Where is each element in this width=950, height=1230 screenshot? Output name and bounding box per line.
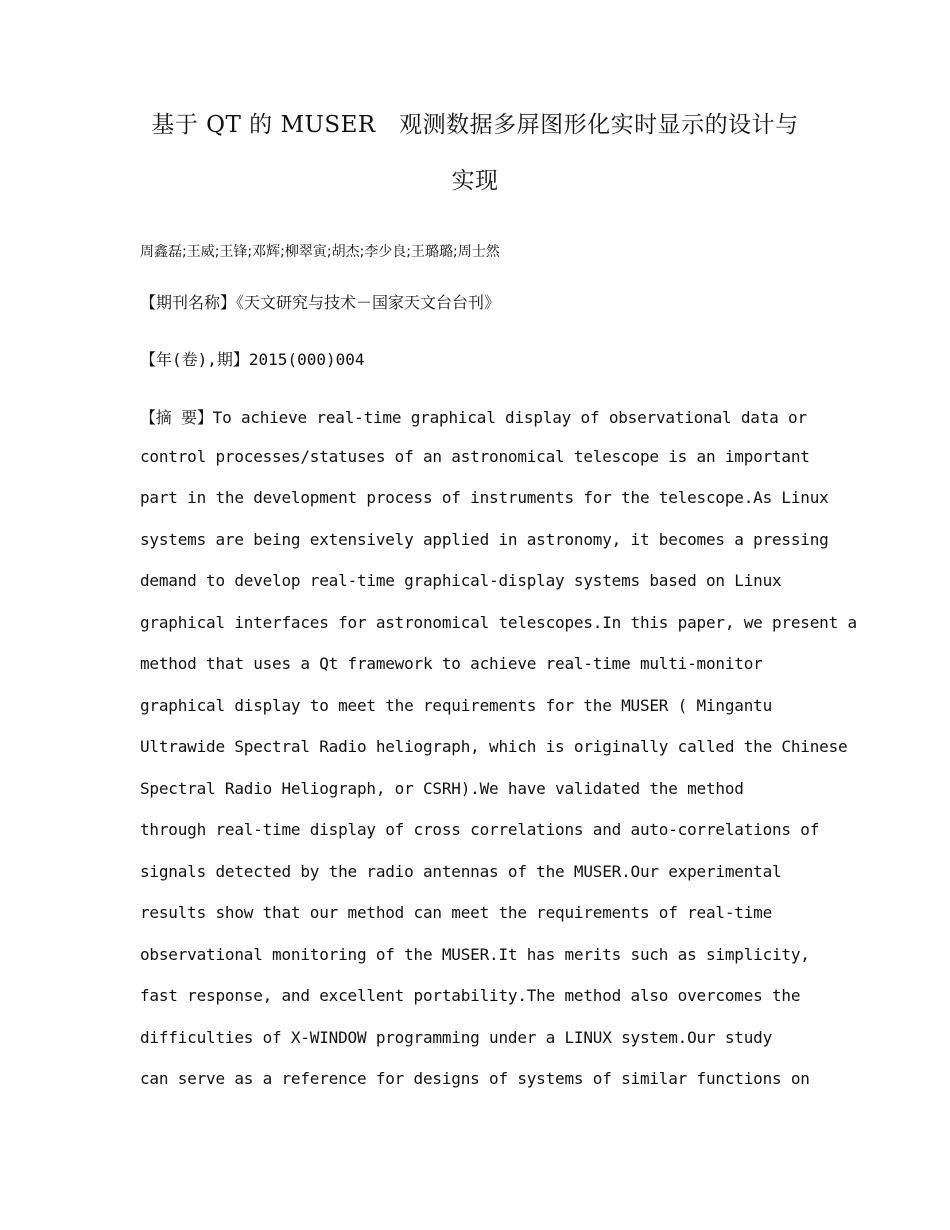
abstract-line: fast response, and excellent portability.The method also overcomes the: [140, 986, 801, 1005]
abstract-line: systems are being extensively applied in astronomy, it becomes a pressing: [140, 530, 829, 549]
abstract-line: observational monitoring of the MUSER.It has merits such as simplicity,: [140, 945, 810, 964]
abstract-line: signals detected by the radio antennas of the MUSER.Our experimental: [140, 862, 782, 881]
journal-value: 《天文研究与技术－国家天文台台刊》: [236, 293, 501, 312]
abstract-line: graphical display to meet the requirements for the MUSER ( Mingantu: [140, 696, 772, 715]
abstract-line: can serve as a reference for designs of systems of similar functions on: [140, 1069, 810, 1088]
author-list: 周鑫磊;王威;王锋;邓辉;柳翠寅;胡杰;李少良;王璐璐;周士然: [140, 244, 500, 260]
abstract-line: method that uses a Qt framework to achieve real-time multi-monitor: [140, 654, 763, 673]
journal-label: 【期刊名称】: [140, 293, 237, 312]
abstract-line: control processes/statuses of an astronomical telescope is an important: [140, 447, 810, 466]
abstract-line: Ultrawide Spectral Radio heliograph, which is originally called the Chinese: [140, 737, 848, 756]
paper-title-line-1: 基于 QT 的 MUSER 观测数据多屏图形化实时显示的设计与: [151, 112, 799, 138]
abstract-label: 【摘 要】: [140, 408, 213, 427]
abstract-line: part in the development process of instruments for the telescope.As Linux: [140, 488, 829, 507]
paper-title-line-2: 实现: [451, 168, 499, 194]
journal-name: [140, 290, 500, 313]
issue-info: [140, 347, 365, 370]
abstract-line: through real-time display of cross correlations and auto-correlations of: [140, 820, 820, 839]
abstract-line: graphical interfaces for astronomical telescopes.In this paper, we present a: [140, 613, 857, 632]
abstract-line: demand to develop real-time graphical-display systems based on Linux: [140, 571, 782, 590]
abstract-line: difficulties of X-WINDOW programming under a LINUX system.Our study: [140, 1028, 772, 1047]
abstract-line: Spectral Radio Heliograph, or CSRH).We have validated the method: [140, 779, 744, 798]
issue-label: 【年(卷),期】: [140, 350, 249, 369]
abstract-line: [140, 405, 807, 428]
issue-value: 2015(000)004: [248, 350, 365, 369]
abstract-line: results show that our method can meet the requirements of real-time: [140, 903, 772, 922]
abstract-line-text: To achieve real-time graphical display of observational data or: [212, 408, 807, 427]
